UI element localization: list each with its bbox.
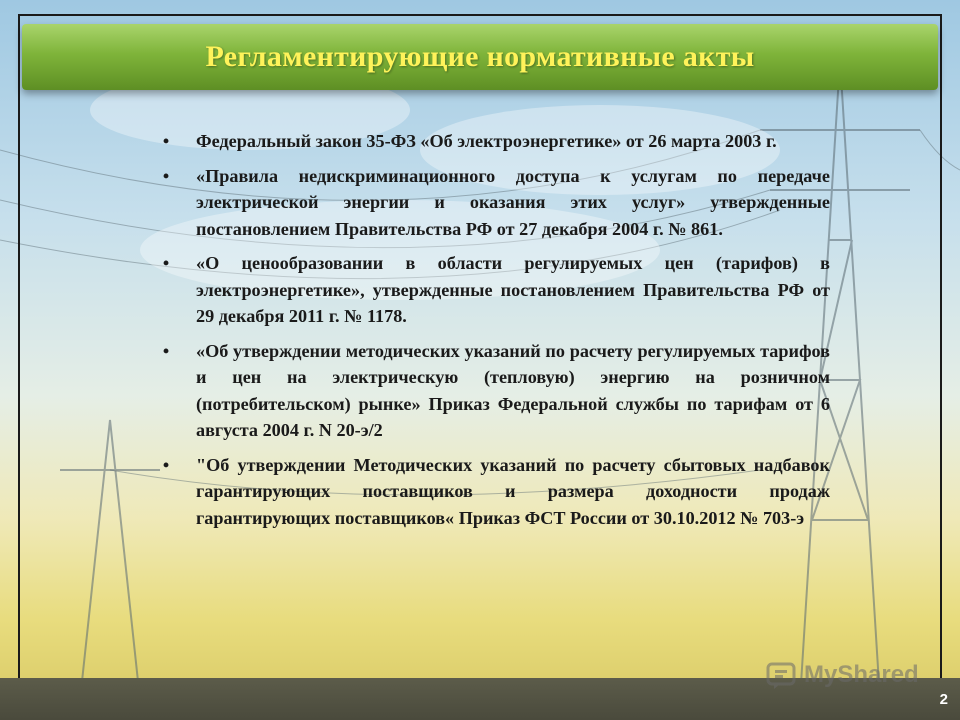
list-item-text: «Об утверждении методических указаний по расчету регулируемых тарифов и цен на электрическую (тепловую) энергию на розничном (потребительском) рынке» Приказ Федеральной службы по тарифам от 6 августа 2004 г. N 20-э/2 — [196, 340, 830, 440]
slide-content — [160, 128, 830, 539]
watermark-text: MyShared — [804, 661, 919, 688]
bullet-dot-icon: • — [162, 165, 170, 186]
list-item-text: Федеральный закон 35-ФЗ «Об электроэнергетике» от 26 марта 2003 г. — [196, 131, 777, 151]
bullet-dot-icon: • — [162, 131, 170, 151]
bullet-list — [160, 128, 830, 531]
list-item-text: «Правила недискриминационного доступа к услугам по передаче электрической энергии и оказания этих услуг» утвержденные постановлением Правительства РФ от 27 декабря 2004 г. № 861. — [196, 165, 830, 239]
bullet-dot-icon: • — [162, 340, 170, 361]
page-number: 2 — [939, 691, 948, 708]
list-item — [160, 250, 830, 330]
title-bar — [22, 24, 938, 90]
list-item — [160, 338, 830, 444]
bullet-dot-icon: • — [162, 454, 170, 475]
list-item — [160, 452, 830, 532]
list-item-text: «О ценообразовании в области регулируемых цен (тарифов) в электроэнергетике», утвержденные постановлением Правительства РФ от 29 декабря 2011 г. № 1178. — [196, 253, 830, 326]
list-item-text: "Об утверждении Методических указаний по расчету сбытовых надбавок гарантирующих поставщиков и размера доходности продаж гарантирующих поставщиков« Приказ ФСТ России от 30.10.2012 № 703-э — [196, 454, 830, 528]
watermark[interactable] — [766, 658, 919, 692]
myshared-logo-icon — [766, 660, 800, 690]
list-item — [160, 163, 830, 243]
bullet-dot-icon: • — [162, 253, 170, 273]
list-item — [160, 128, 830, 155]
slide-title: Регламентирующие нормативные акты — [205, 40, 755, 73]
